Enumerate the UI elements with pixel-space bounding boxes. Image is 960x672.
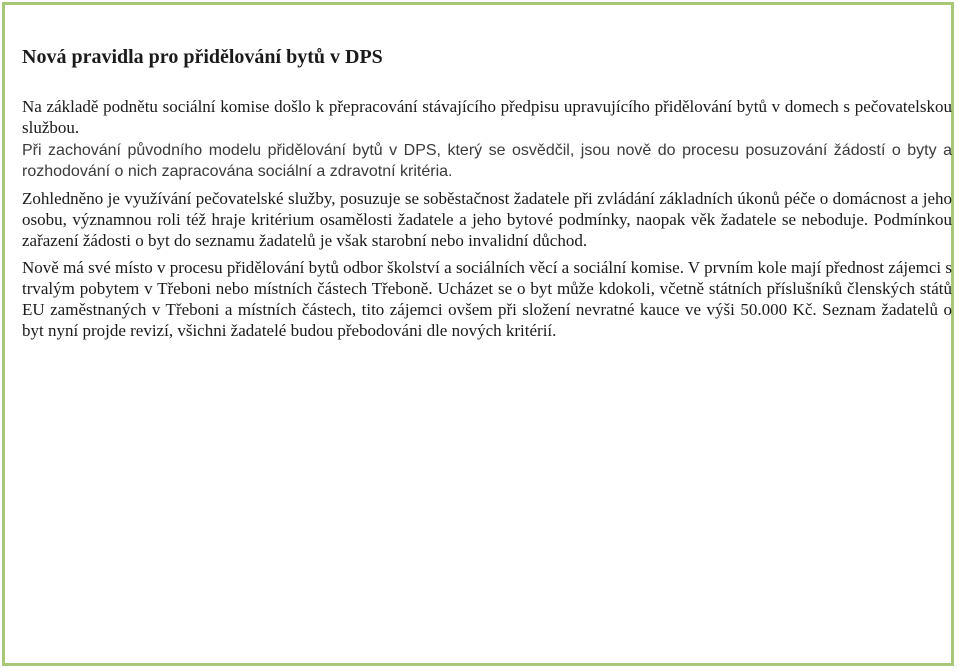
paragraph-model: Při zachování původního modelu přidělování bytů v DPS, který se osvědčil, jsou nově do procesu posuzování žádostí o byty a rozhodování o nich zapracována sociální a zdravotní kritéria. [22, 142, 952, 180]
paragraph-process: Nově má své místo v procesu přidělování bytů odbor školství a sociálních věcí a sociální komise. V prvním kole mají přednost zájemci s trvalým pobytem v Třeboni nebo místních částech Třeboně. Ucházet se o byt může kdokoli, včetně státních příslušníků členských států EU zaměstnaných v Třeboni a místních částech, tito zájemci ovšem při složení nevratné kauce ve výši 50.000 Kč. Seznam žadatelů o byt nyní projde revizí, všichni žadatelé budou přebodováni dle nových kritérií. [22, 258, 952, 340]
document-frame [2, 2, 954, 666]
paragraph-intro: Na základě podnětu sociální komise došlo k přepracování stávajícího předpisu upravujícího přidělování bytů v domech s pečovatelskou službou. [22, 97, 952, 137]
document-title: Nová pravidla pro přidělování bytů v DPS [22, 46, 383, 68]
paragraph-criteria: Zohledněno je využívání pečovatelské služby, posuzuje se soběstačnost žadatele při zvládání základních úkonů péče o domácnost a jeho osobu, významnou roli též hraje kritérium osamělosti žadatele a jeho bytové podmínky, naopak věk žadatele se neboduje. Podmínkou zařazení žádosti o byt do seznamu žadatelů je však starobní nebo invalidní důchod. [22, 189, 952, 250]
document-content [22, 45, 952, 347]
